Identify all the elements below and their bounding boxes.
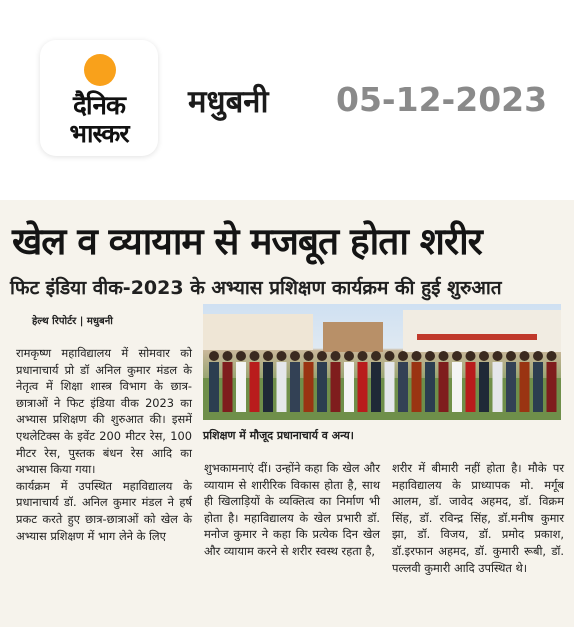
article-column-2: शुभकामनाएं दीं। उन्होंने कहा कि खेल और व्यायाम से शारीरिक विकास होता है, साथ ही खिलाड़ियों के व्यक्तित्व का निर्माण भी होता है। महाविद्यालय के खेल प्रभारी डॉ. मनोज कुमार ने कहा कि प्रत्येक दिन खेल और व्यायाम करने से शरीर स्वस्थ रहता है, bbox=[204, 461, 380, 558]
article-headline: खेल व व्यायाम से मजबूत होता शरीर bbox=[12, 219, 482, 263]
group-photo-illustration bbox=[203, 304, 561, 420]
article-byline: हेल्थ रिपोर्टर | मधुबनी bbox=[32, 316, 113, 327]
newspaper-logo[interactable] bbox=[40, 40, 158, 156]
column1-paragraph1: रामकृष्ण महाविद्यालय में सोमवार को प्रधानाचार्य प्रो डॉ अनिल कुमार मंडल के नेतृत्व में शिक्षा शास्त्र विभाग के छात्र-छात्राओं ने फिट इंडिया वीक 2023 का अभ्यास प्रशिक्षण की शुरुआत की। इसमें एथलेटिक्स के इवेंट 200 मीटर रेस, 100 मीटर रेस, पुस्तक बंधन रेस आदि का अभ्यास किया गया। bbox=[16, 346, 192, 477]
edition-date: 05-12-2023 bbox=[336, 80, 548, 119]
edition-city: मधुबनी bbox=[188, 84, 269, 120]
article-photo[interactable] bbox=[203, 304, 561, 420]
sun-icon bbox=[84, 54, 116, 86]
app-header bbox=[0, 0, 574, 192]
logo-text-line1: दैनिक bbox=[73, 91, 125, 121]
column1-paragraph2: कार्यक्रम में उपस्थित महाविद्यालय के प्रधानाचार्य डॉ. अनिल कुमार मंडल ने हर्ष प्रकट करते हुए छात्र-छात्राओं को खेल के अभ्यास प्रशिक्षण में भाग लेने के लिए bbox=[16, 478, 192, 543]
article-subheadline: फिट इंडिया वीक-2023 के अभ्यास प्रशिक्षण कार्यक्रम की हुई शुरुआत bbox=[10, 277, 502, 299]
article-column-1 bbox=[16, 345, 192, 544]
article-column-3: शरीर में बीमारी नहीं होता है। मौके पर महाविद्यालय के प्राध्यापक मो. मर्गूब आलम, डॉ. जावेद अहमद, डॉ. विक्रम सिंह, डॉ. रविन्द्र सिंह, डॉ.मनीष कुमार झा, डॉ. विजय, डॉ. प्रमोद प्रकाश, डॉ.इरफान अहमद, डॉ. कुमारी रूबी, डॉ. पल्लवी कुमारी आदि उपस्थित थे। bbox=[392, 461, 564, 575]
logo-text-line2: भास्कर bbox=[69, 119, 129, 148]
photo-caption: प्रशिक्षण में मौजूद प्रधानाचार्य व अन्य। bbox=[203, 429, 354, 442]
